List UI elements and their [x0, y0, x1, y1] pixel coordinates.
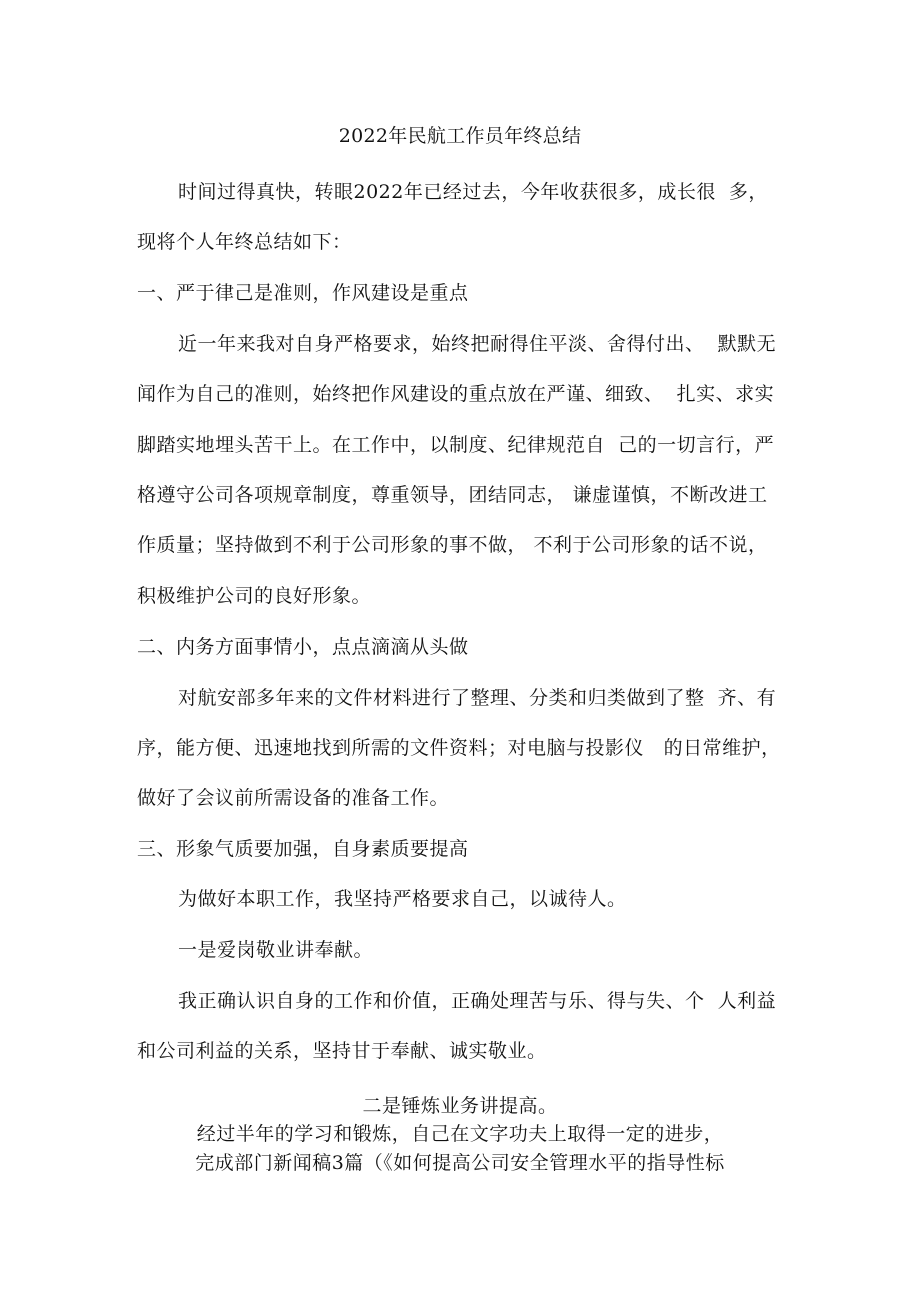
section-heading: 二、内务方面事情小，点点滴滴从头做: [137, 636, 469, 658]
paragraph-line: 近一年来我对自身严格要求，始终把耐得住平淡、舍得付出、 默默无: [178, 333, 777, 355]
paragraph-line: 完成部门新闻稿3篇（《如何提高公司安全管理水平的指导性标: [195, 1152, 725, 1174]
section-heading: 一、严于律己是准则，作风建设是重点: [137, 282, 469, 304]
paragraph-line: 对航安部多年来的文件材料进行了整理、分类和归类做到了整 齐、有: [178, 687, 777, 709]
paragraph-line: 做好了会议前所需设备的准备工作。: [137, 787, 450, 809]
section-heading: 三、形象气质要加强，自身素质要提高: [137, 838, 469, 860]
paragraph-line: 脚踏实地埋头苦干上。在工作中，以制度、纪律规范自 己的一切言行，严: [137, 434, 775, 456]
paragraph-line: 我正确认识自身的工作和价值，正确处理苦与乐、得与失、个 人利益: [178, 990, 777, 1012]
intro-line: 时间过得真快，转眼2022年已经过去，今年收获很多，成长很 多，: [178, 181, 768, 203]
paragraph-line: 一是爱岗敬业讲奉献。: [178, 939, 374, 961]
paragraph-line: 格遵守公司各项规章制度，尊重领导，团结同志， 谦虚谨慎，不断改进工: [137, 484, 768, 506]
paragraph-line: 二是锤炼业务讲提高。: [362, 1095, 558, 1117]
paragraph-line: 经过半年的学习和锻炼，自己在文字功夫上取得一定的进步，: [196, 1123, 724, 1145]
paragraph-line: 为做好本职工作，我坚持严格要求自己，以诚待人。: [178, 888, 627, 910]
paragraph-line: 作质量；坚持做到不利于公司形象的事不做， 不利于公司形象的话不说，: [137, 534, 768, 556]
paragraph-line: 和公司利益的关系，坚持甘于奉献、诚实敬业。: [137, 1040, 547, 1062]
document-title: 2022年民航工作员年终总结: [338, 125, 582, 147]
intro-line: 现将个人年终总结如下：: [137, 231, 352, 253]
paragraph-line: 积极维护公司的良好形象。: [137, 585, 372, 607]
paragraph-line: 序，能方便、迅速地找到所需的文件资料；对电脑与投影仪 的日常维护，: [137, 737, 781, 759]
paragraph-line: 闻作为自己的准则，始终把作风建设的重点放在严谨、细致、 扎实、求实: [137, 383, 775, 405]
